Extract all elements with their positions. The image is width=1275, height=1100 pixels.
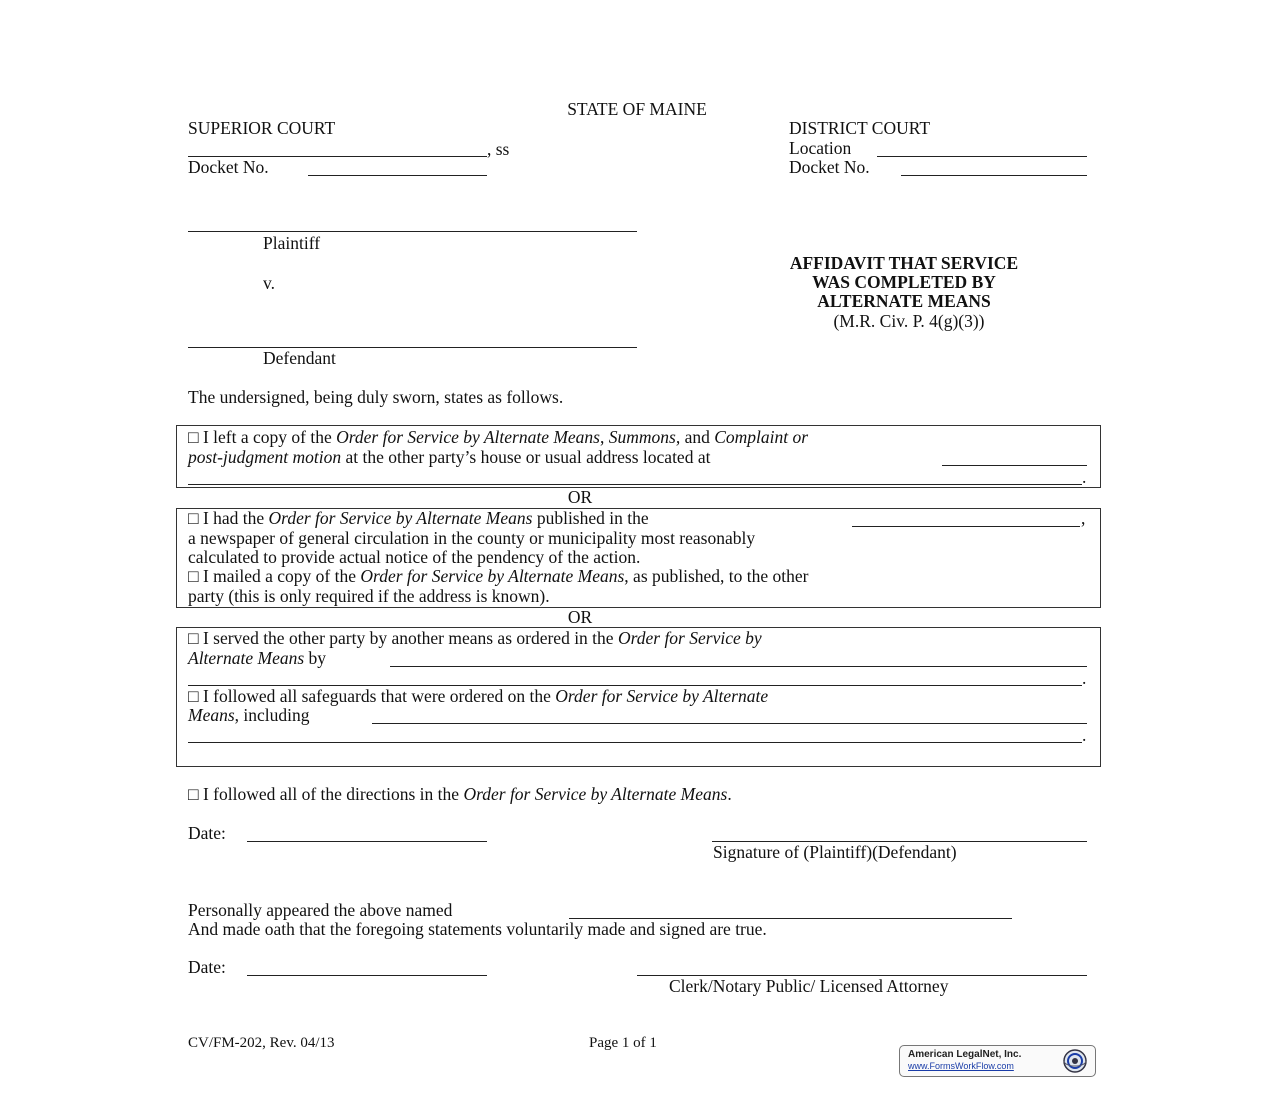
box3-including-text: , including	[234, 705, 310, 725]
logo-company-name: American LegalNet, Inc.	[908, 1049, 1022, 1060]
globe-icon	[1059, 1048, 1091, 1074]
box2-published-text: published in the	[532, 508, 649, 528]
or-separator-2: OR	[567, 607, 593, 627]
signature-label: Signature of (Plaintiff)(Defendant)	[713, 842, 957, 862]
title-line-2: WAS COMPLETED BY	[812, 272, 996, 292]
box1-line-2	[188, 447, 710, 467]
box3-means-text: Means	[188, 705, 235, 725]
plaintiff-label: Plaintiff	[263, 233, 321, 253]
box3-line-1[interactable]	[188, 628, 762, 648]
box3-alternate-means-text: Alternate Means	[188, 648, 305, 668]
date-label-2: Date:	[188, 957, 226, 977]
american-legalnet-logo[interactable]	[899, 1045, 1096, 1077]
box1-order-text: Order for Service by Alternate Means	[336, 427, 600, 447]
box2-line-4[interactable]	[188, 566, 809, 586]
page-number: Page 1 of 1	[589, 1035, 657, 1051]
box1-comma: ,	[600, 427, 609, 447]
box2-line-2: a newspaper of general circulation in the county or municipality most reasonably	[188, 528, 756, 548]
docket-right-blank[interactable]	[901, 175, 1087, 176]
box2-order-text: Order for Service by Alternate Means	[268, 508, 533, 528]
checkbox-safeguards[interactable]: □ I followed all safeguards that were ordered on the	[188, 686, 556, 706]
followed-directions-line[interactable]	[188, 784, 732, 804]
checkbox-mailed[interactable]: □ I mailed a copy of the	[188, 566, 361, 586]
box2-mailed-text: , as published, to the other	[624, 566, 809, 586]
superior-court-label: SUPERIOR COURT	[188, 118, 336, 138]
box1-and-text: and	[680, 427, 715, 447]
newspaper-comma: ,	[1081, 508, 1086, 528]
plaintiff-blank[interactable]	[188, 231, 637, 232]
box1-complaint-text: Complaint or	[714, 427, 809, 447]
checkbox-left-copy[interactable]: □ I left a copy of the	[188, 427, 337, 447]
box1-summons-text: Summons,	[608, 427, 681, 447]
box3-line-5	[188, 705, 310, 725]
box1-line-1[interactable]	[188, 427, 808, 447]
box3-line-4[interactable]	[188, 686, 768, 706]
date-blank-2[interactable]	[247, 975, 487, 976]
box1-motion-text: post-judgment motion	[188, 447, 342, 467]
location-blank[interactable]	[877, 156, 1087, 157]
safeguards-period: .	[1082, 725, 1087, 745]
address-period: .	[1082, 467, 1087, 487]
ss-label: , ss	[487, 139, 510, 159]
rule-citation: (M.R. Civ. P. 4(g)(3))	[833, 311, 985, 331]
title-line-3: ALTERNATE MEANS	[817, 291, 991, 311]
date-label-1: Date:	[188, 823, 226, 843]
oath-statement: And made oath that the foregoing statements voluntarily made and signed are true.	[188, 919, 767, 939]
box2-line-5: party (this is only required if the address is known).	[188, 586, 550, 606]
checkbox-other-means[interactable]: □ I served the other party by another means as ordered in the	[188, 628, 618, 648]
versus-label: v.	[263, 273, 275, 293]
box3-by-text: by	[304, 648, 327, 668]
box2-line-3: calculated to provide actual notice of the pendency of the action.	[188, 547, 641, 567]
defendant-label: Defendant	[263, 348, 336, 368]
followed-period: .	[727, 784, 732, 804]
form-number: CV/FM-202, Rev. 04/13	[188, 1035, 335, 1051]
district-court-label: DISTRICT COURT	[789, 118, 931, 138]
or-separator-1: OR	[567, 487, 593, 507]
checkbox-followed-directions[interactable]: □ I followed all of the directions in the	[188, 784, 464, 804]
clerk-label: Clerk/Notary Public/ Licensed Attorney	[669, 976, 949, 996]
safeguards-blank-2[interactable]	[188, 742, 1082, 743]
intro-statement: The undersigned, being duly sworn, states as follows.	[188, 387, 564, 407]
newspaper-blank[interactable]	[852, 526, 1080, 527]
followed-order-text: Order for Service by Alternate Means	[463, 784, 728, 804]
safeguards-blank-1[interactable]	[372, 723, 1087, 724]
address-blank-2[interactable]	[188, 484, 1082, 485]
box3-safeguards-order-text: Order for Service by Alternate	[555, 686, 769, 706]
logo-url-link[interactable]: www.FormsWorkFlow.com	[908, 1061, 1014, 1071]
checkbox-published[interactable]: □ I had the	[188, 508, 269, 528]
box1-address-text: at the other party’s house or usual address located at	[341, 447, 711, 467]
other-means-period: .	[1082, 668, 1087, 688]
box3-order-text: Order for Service by	[617, 628, 762, 648]
other-means-blank-1[interactable]	[390, 666, 1087, 667]
appeared-label: Personally appeared the above named	[188, 900, 453, 920]
box2-mailed-order-text: Order for Service by Alternate Means	[360, 566, 625, 586]
box2-line-1[interactable]	[188, 508, 649, 528]
docket-left-label: Docket No.	[188, 157, 269, 177]
state-heading: STATE OF MAINE	[567, 99, 707, 119]
location-label: Location	[789, 138, 852, 158]
docket-right-label: Docket No.	[789, 157, 870, 177]
address-blank-1[interactable]	[942, 465, 1087, 466]
title-line-1: AFFIDAVIT THAT SERVICE	[789, 253, 1019, 273]
box3-line-2	[188, 648, 326, 668]
docket-left-blank[interactable]	[308, 175, 487, 176]
date-blank-1[interactable]	[247, 841, 487, 842]
defendant-blank[interactable]	[188, 347, 637, 348]
